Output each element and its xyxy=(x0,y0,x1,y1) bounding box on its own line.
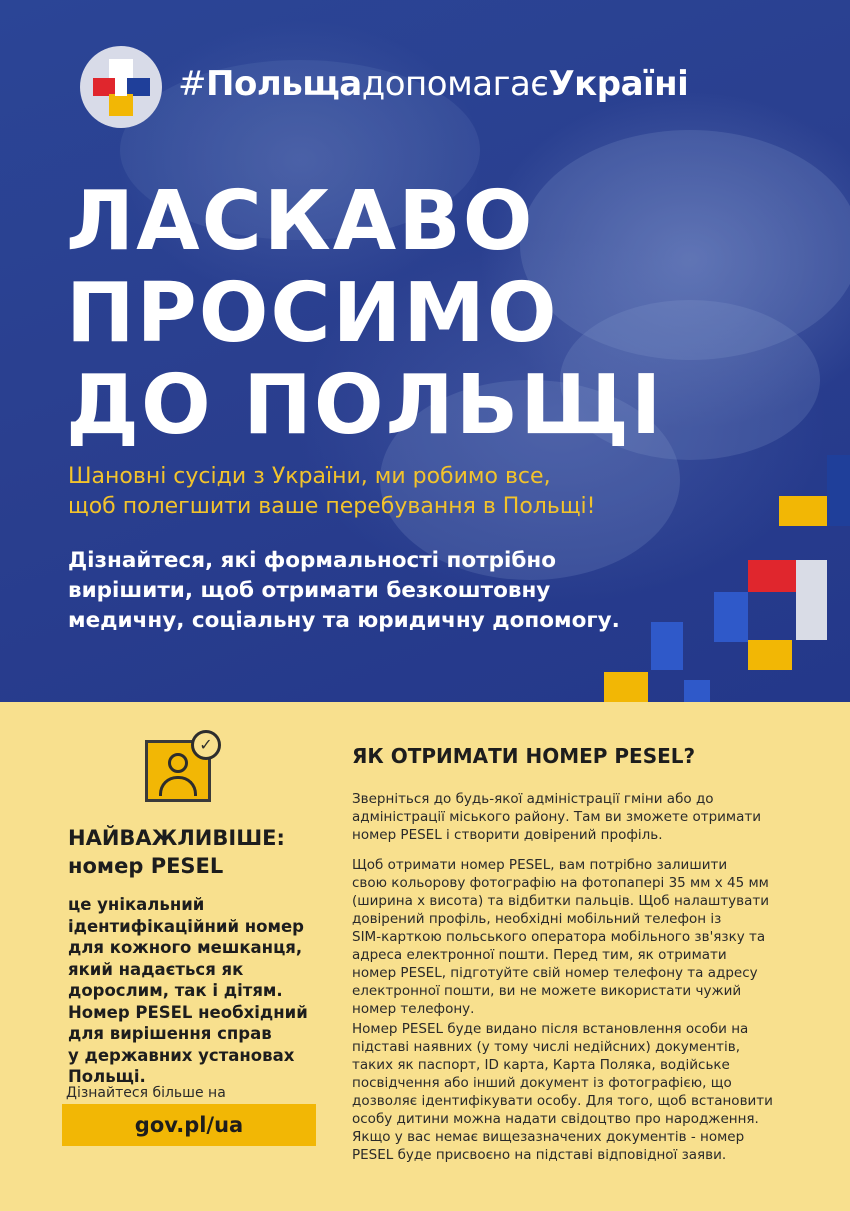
pesel-paragraph-2: Щоб отримати номер PESEL, вам потрібно залишити свою кольорову фотографію на фотопапері 35 мм х 45 мм (ширина х висота) та відбитки пальців. Щоб налаштувати довірений профіль, необхідні мобільний телефон із SIM-карткою польського оператора мобільного зв'язку та адреса електронної пошти. Перед тим, як отримати номер PESEL, підготуйте свій номер телефону та адресу електронної пошти, ви не можете використати чужий номер телефону. xyxy=(352,857,770,1017)
important-title: НАЙВАЖЛИВІШЕ: номер PESEL xyxy=(68,826,285,878)
pesel-howto-title: ЯК ОТРИМАТИ НОМЕР PESEL? xyxy=(352,744,696,768)
gov-link-button[interactable]: gov.pl/ua xyxy=(62,1104,316,1146)
welcome-headline xyxy=(66,176,663,452)
check-icon: ✓ xyxy=(191,730,221,760)
cross-logo-icon xyxy=(80,46,162,128)
important-body: це унікальний ідентифікаційний номер для кожного мешканця, який надається як дорослим, так і дітям. Номер PESEL необхідний для вирішення справ у державних установах Польщі. xyxy=(68,895,308,1086)
decor-square xyxy=(651,622,683,670)
decor-square xyxy=(779,496,827,526)
learn-more-label: Дізнайтеся більше на xyxy=(66,1085,226,1101)
decor-square xyxy=(684,680,710,702)
decor-square xyxy=(748,640,792,670)
headline-line: ДО ПОЛЬЩІ xyxy=(66,358,664,453)
decor-square xyxy=(748,560,796,592)
decor-square xyxy=(827,455,850,526)
decor-square xyxy=(796,560,827,640)
decor-square xyxy=(604,672,648,702)
pesel-paragraph-3: Номер PESEL буде видано після встановлення особи на підставі наявних (у тому числі недійсних) документів, таких як паспорт, ID карта, Карта Поляка, водійське посвідчення або інший документ із фотографією, що дозволяє ідентифікувати особу. Для того, щоб встановити особу дитини можна надати свідоцтво про народження. Якщо у вас немає вищезазначених документів - номер PESEL буде присвоєно на підставі відповідної заяви. xyxy=(352,1021,773,1163)
lead-text: Шановні сусіди з України, ми робимо все, щоб полегшити ваше перебування в Польщі! xyxy=(68,464,596,519)
pesel-paragraph-1: Зверніться до будь-якої адміністрації гміни або до адміністрації міського району. Там ви зможете отримати номер PESEL і створити довірений профіль. xyxy=(352,791,762,843)
headline-line: ЛАСКАВО xyxy=(66,174,535,269)
decor-square xyxy=(714,592,748,642)
info-text: Дізнайтеся, які формальності потрібно вирішити, щоб отримати безкоштовну медичну, соціальну та юридичну допомогу. xyxy=(68,548,620,633)
headline-line: ПРОСИМО xyxy=(66,266,559,361)
campaign-hashtag: #ПольщадопомагаєУкраїні xyxy=(178,64,689,104)
